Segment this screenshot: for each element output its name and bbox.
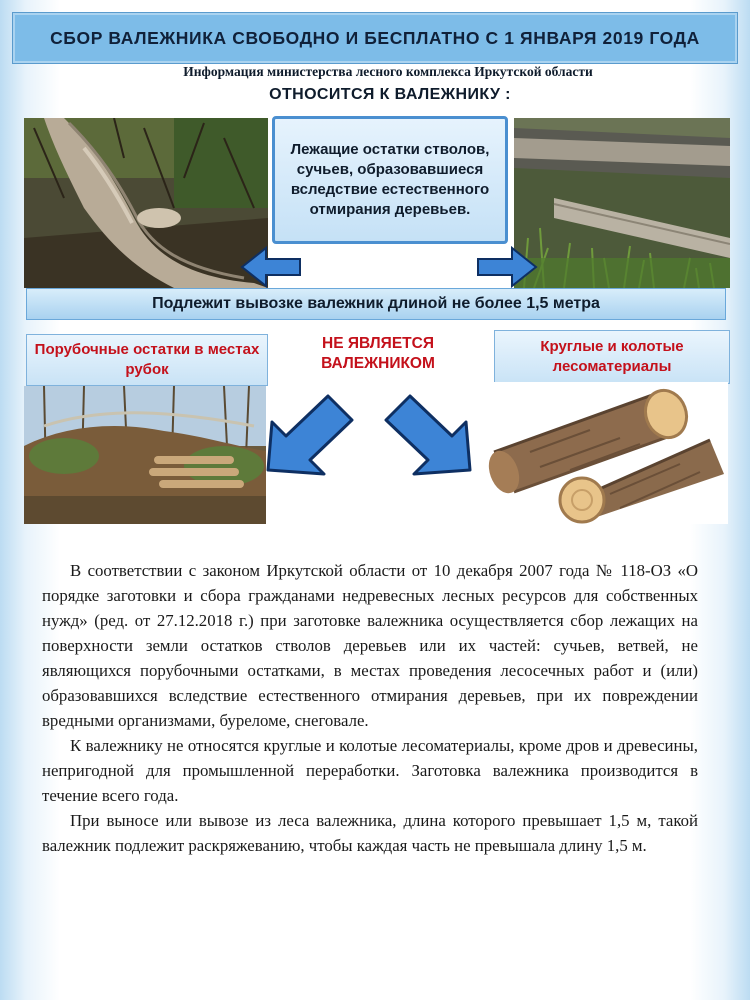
arrow-left-icon	[240, 245, 302, 289]
trunks-in-grass-photo	[514, 118, 730, 288]
logging-residue-label-box	[26, 334, 268, 386]
big-arrow-down-left-icon	[262, 392, 358, 476]
logging-residue-label: Порубочные остатки в местах рубок	[34, 341, 260, 378]
law-text	[42, 558, 698, 858]
roundwood-label-box	[494, 330, 730, 384]
logs-photo	[480, 382, 728, 524]
page-title: СБОР ВАЛЕЖНИКА СВОБОДНО И БЕСПЛАТНО С 1 ЯНВАРЯ 2019 ГОДА	[50, 27, 700, 48]
paragraph-length: При выносе или вывозе из леса валежника, длина которого превышает 1,5 м, такой валежник подлежит раскряжеванию, чтобы каждая часть не превышала длину 1,5 м.	[42, 811, 698, 855]
arrow-right-icon	[476, 245, 538, 289]
deadwood-definition: Лежащие остатки стволов, сучьев, образовавшиеся вследствие естественного отмирания деревьев.	[290, 141, 490, 218]
deadwood-definition-box	[272, 116, 508, 244]
relates-heading: ОТНОСИТСЯ К ВАЛЕЖНИКУ :	[269, 86, 511, 103]
title-banner	[12, 12, 738, 64]
roundwood-label: Круглые и колотые лесоматериалы	[540, 338, 684, 375]
fallen-log-photo	[24, 118, 268, 288]
not-deadwood-heading: НЕ ЯВЛЯЕТСЯ ВАЛЕЖНИКОМ	[321, 335, 435, 372]
ministry-subtitle: Информация министерства лесного комплекса Иркутской области	[183, 64, 593, 79]
paragraph-law: В соответствии с законом Иркутской области от 10 декабря 2007 года № 118-ОЗ «О порядке заготовки и сбора гражданами недревесных лесных ресурсов для собственных нужд» (ред. от 27.12.2018 г.) при заготовке валежника осуществляется сбор лежащих на поверхности земли остатков стволов деревьев или их частей: сучьев, ветвей, не являющихся порубочными остатками, в местах проведения лесосечных работ и (или) образовавшихся вследствие естественного отмирания деревьев, при их повреждении вредными организмами, буреломе, снеговале.	[42, 561, 698, 730]
big-arrow-down-right-icon	[380, 392, 476, 476]
logging-residue-photo	[24, 386, 266, 524]
paragraph-exclusions: К валежнику не относятся круглые и колотые лесоматериалы, кроме дров и древесины, непригодной для промышленной переработки. Заготовка валежника производится в течение всего года.	[42, 736, 698, 805]
length-rule-bar	[26, 288, 726, 320]
length-rule-text: Подлежит вывозке валежник длиной не более 1,5 метра	[152, 295, 600, 312]
